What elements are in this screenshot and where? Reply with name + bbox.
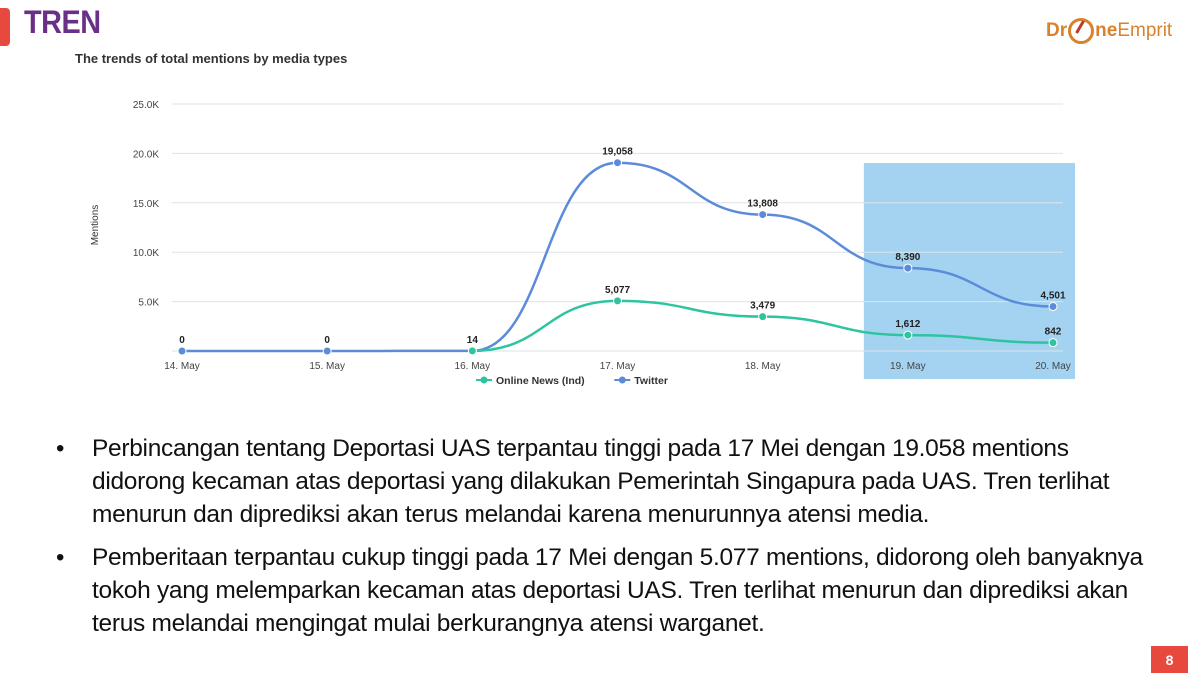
data-point-twitter xyxy=(759,211,767,219)
chart-title: The trends of total mentions by media types xyxy=(75,51,348,66)
legend-label-online-news: Online News (Ind) xyxy=(496,375,585,387)
y-tick-label: 15.0K xyxy=(132,198,159,210)
x-tick-label: 17. May xyxy=(599,361,636,372)
bullet-dot: • xyxy=(56,435,65,462)
forecast-highlight-band xyxy=(864,163,1075,379)
data-label-twitter: 13,808 xyxy=(747,198,778,210)
x-tick-label: 20. May xyxy=(1035,361,1071,372)
logo-text-start: Dr xyxy=(1046,20,1068,41)
x-tick-label: 18. May xyxy=(744,361,781,372)
bullet-dot: • xyxy=(56,544,65,571)
bullet-item xyxy=(54,541,1164,640)
bullet-text: Perbincangan tentang Deportasi UAS terpantau tinggi pada 17 Mei dengan 19.058 mentions didorong kecaman atas deportasi yang dilakukan Pemerintah Singapura pada UAS. Tren terlihat menurun dan diprediksi akan terus melandai karena menurunnya atensi media. xyxy=(92,435,1110,528)
data-point-online-news xyxy=(759,313,767,321)
y-axis-title: Mentions xyxy=(90,204,101,246)
data-label-online-news: 3,479 xyxy=(750,300,776,312)
slide-title: TREN xyxy=(24,4,101,40)
y-tick-label: 5.0K xyxy=(138,297,159,309)
bullet-list xyxy=(54,432,1164,650)
x-tick-label: 16. May xyxy=(454,361,491,372)
logo-text-end: Emprit xyxy=(1117,20,1173,41)
data-label-online-news: 5,077 xyxy=(604,284,631,296)
logo-text-mid: ne xyxy=(1095,20,1118,41)
data-point-twitter xyxy=(178,347,186,355)
x-tick-label: 14. May xyxy=(164,361,200,372)
data-point-twitter xyxy=(323,347,331,355)
data-point-twitter xyxy=(614,159,622,167)
data-label-twitter: 0 xyxy=(324,335,330,346)
data-point-online-news xyxy=(468,347,476,355)
data-point-twitter xyxy=(904,264,912,272)
data-label-twitter: 0 xyxy=(179,335,185,346)
x-tick-label: 15. May xyxy=(309,361,345,372)
data-label-twitter: 19,058 xyxy=(602,146,633,158)
data-point-online-news xyxy=(614,297,622,305)
legend-swatch-dot-twitter xyxy=(619,377,626,384)
trend-chart xyxy=(0,40,1200,400)
chart-svg xyxy=(0,40,1200,400)
bullet-text: Pemberitaan terpantau cukup tinggi pada 17 Mei dengan 5.077 mentions, didorong oleh banyaknya tokoh yang melemparkan kecaman atas deportasi UAS. Tren terlihat menurun dan diprediksi akan terus melandai mengingat mulai berkurangnya atensi warganet. xyxy=(92,544,1143,637)
data-label-twitter: 14 xyxy=(466,334,478,346)
data-label-twitter: 8,390 xyxy=(895,252,921,264)
y-tick-label: 25.0K xyxy=(132,100,159,111)
y-tick-label: 10.0K xyxy=(132,248,159,260)
data-point-online-news xyxy=(1049,339,1057,347)
y-tick-label: 20.0K xyxy=(132,149,159,161)
data-point-twitter xyxy=(1049,303,1057,311)
data-label-online-news: 1,612 xyxy=(895,319,921,331)
data-point-online-news xyxy=(904,331,912,339)
legend-swatch-dot-online-news xyxy=(481,377,488,384)
x-tick-label: 19. May xyxy=(890,361,926,372)
data-label-twitter: 4,501 xyxy=(1040,290,1066,302)
page-number: 8 xyxy=(1151,646,1188,673)
bullet-item xyxy=(54,432,1164,531)
data-label-online-news: 842 xyxy=(1044,326,1062,338)
legend-label-twitter: Twitter xyxy=(634,375,668,387)
